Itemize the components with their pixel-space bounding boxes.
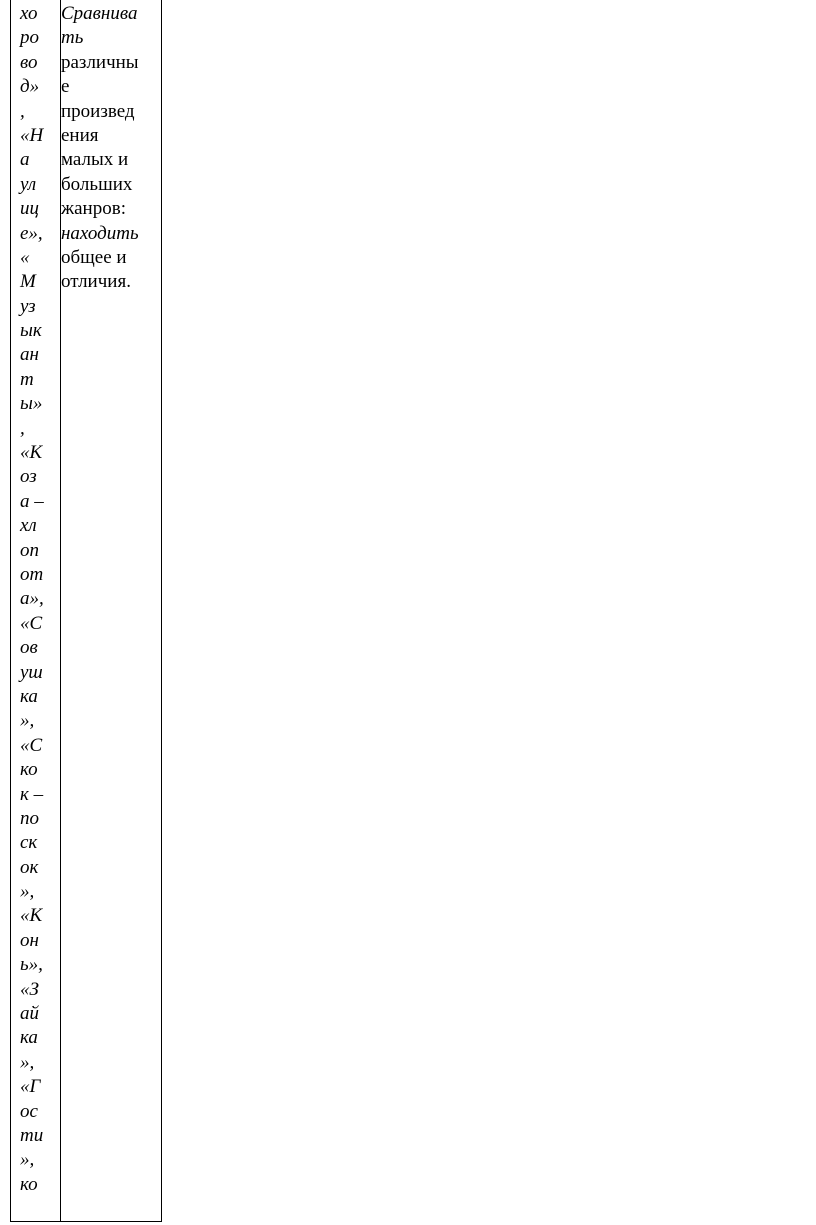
right-line: Сравнива <box>61 3 138 24</box>
left-line: ка <box>20 1027 38 1049</box>
left-line: уз <box>20 295 36 317</box>
left-line: », <box>20 881 35 903</box>
left-line: «К <box>20 905 43 927</box>
right-line: произвед <box>61 100 135 122</box>
left-line: д» <box>20 76 40 98</box>
right-line: отличия. <box>61 271 131 293</box>
right-line: е <box>61 76 70 98</box>
left-line: ов <box>20 637 38 659</box>
left-line: «С <box>20 734 43 756</box>
left-line: ь», <box>20 954 43 976</box>
left-line: М <box>20 271 36 293</box>
left-line: е», <box>20 222 43 244</box>
left-line: а – <box>20 490 44 512</box>
left-line: ык <box>20 320 42 342</box>
left-line: во <box>20 51 38 73</box>
left-line: иц <box>20 198 39 220</box>
left-line: ко <box>20 1173 38 1195</box>
left-line: хо <box>20 3 38 24</box>
right-line: находить <box>61 222 139 244</box>
left-line: «З <box>20 978 39 1000</box>
left-column-text <box>20 2 56 1197</box>
left-line: », <box>20 710 35 732</box>
left-line: », <box>20 1149 35 1171</box>
left-line: а <box>20 149 30 171</box>
left-line: ок <box>20 856 39 878</box>
right-line: различны <box>61 51 139 73</box>
right-column-text <box>61 2 161 295</box>
document-table <box>10 0 162 1222</box>
left-line: ро <box>20 27 39 49</box>
left-line: «С <box>20 612 43 634</box>
left-line: т <box>20 368 34 390</box>
left-line: «Н <box>20 124 44 146</box>
left-line: ка <box>20 685 38 707</box>
left-line: ул <box>20 173 37 195</box>
left-line: , <box>20 100 25 122</box>
left-line: к – <box>20 783 44 805</box>
right-line: жанров: <box>61 198 126 220</box>
left-line: по <box>20 807 39 829</box>
left-line: « <box>20 246 30 268</box>
left-line: ос <box>20 1100 38 1122</box>
left-line: оп <box>20 539 39 561</box>
left-line: оз <box>20 466 37 488</box>
left-line: а», <box>20 588 44 610</box>
right-line: больших <box>61 173 133 195</box>
left-line: «Г <box>20 1076 41 1098</box>
left-line: , <box>20 417 25 439</box>
right-line: общее и <box>61 246 127 268</box>
left-line: хл <box>20 515 37 537</box>
left-line: ти <box>20 1124 44 1146</box>
left-line: ко <box>20 759 38 781</box>
left-line: «К <box>20 442 43 464</box>
left-line: ы» <box>20 393 43 415</box>
right-line: ть <box>61 27 84 49</box>
right-line: малых и <box>61 149 129 171</box>
left-line: от <box>20 563 44 585</box>
left-line: ай <box>20 1003 39 1025</box>
right-line: ения <box>61 124 99 146</box>
left-line: ан <box>20 344 39 366</box>
left-line: он <box>20 929 39 951</box>
left-line: уш <box>20 661 43 683</box>
left-line: ск <box>20 832 38 854</box>
left-line: », <box>20 1051 35 1073</box>
